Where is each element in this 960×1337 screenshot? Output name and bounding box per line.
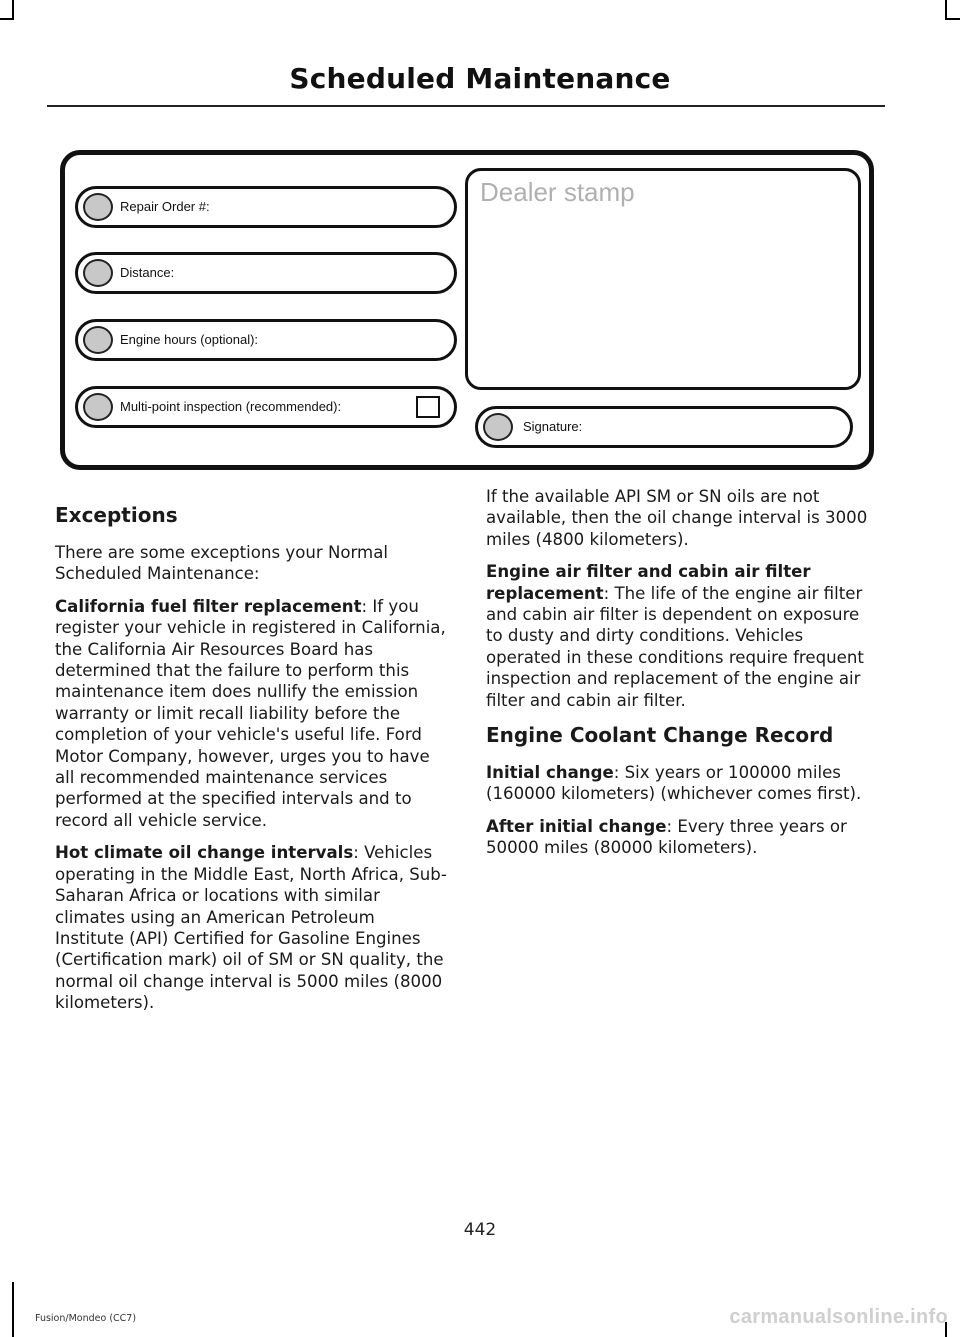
- circle-icon: [83, 393, 113, 421]
- paragraph-text: : Every three years or 50000 miles (80000 kilometers).: [486, 816, 847, 858]
- paragraph-lead: Hot climate oil change intervals: [55, 843, 354, 863]
- inspection-checkbox[interactable]: [416, 396, 440, 418]
- paragraph-text: : If you register your vehicle in registered in California, the California Air Resources Board has determined that the failure to perform this maintenance item does nullify the emission warranty or limit recall liability before the completion of your vehicle's useful life. Ford Motor Company, however, urges you to have all recommended maintenance services performed at the specified intervals and to record all vehicle service.: [55, 596, 446, 830]
- paragraph-text: : The life of the engine air filter and cabin air filter is dependent on exposure to dusty and dirty conditions. Vehicles operated in these conditions require frequent inspection and replacement of the engine air filter and cabin air filter.: [486, 583, 864, 710]
- distance-label: Distance:: [120, 265, 175, 280]
- dealer-stamp-label: Dealer stamp: [480, 177, 635, 207]
- crop-mark: [12, 1282, 14, 1337]
- repair-order-label: Repair Order #:: [120, 199, 210, 214]
- watermark: carmanualsonline.info: [729, 1306, 948, 1328]
- distance-field[interactable]: [75, 252, 457, 294]
- engine-hours-field[interactable]: [75, 319, 457, 361]
- after-initial-change-paragraph: [486, 816, 878, 859]
- california-fuel-filter-paragraph: [55, 596, 447, 831]
- circle-icon: [483, 413, 513, 441]
- right-column: [486, 486, 878, 870]
- paragraph-text: : Six years or 100000 miles (160000 kilometers) (whichever comes first).: [486, 763, 862, 804]
- paragraph-lead: California fuel filter replacement: [55, 596, 362, 616]
- signature-label: Signature:: [523, 419, 583, 434]
- multi-point-inspection-field[interactable]: [75, 386, 457, 428]
- signature-field[interactable]: [475, 406, 853, 448]
- crop-mark: [12, 0, 14, 18]
- crop-mark: [0, 18, 14, 20]
- maintenance-record-form: [60, 150, 874, 470]
- crop-mark: [945, 18, 960, 20]
- initial-change-paragraph: [486, 762, 878, 805]
- title-divider: [47, 105, 885, 107]
- air-filter-paragraph: [486, 561, 878, 711]
- oil-availability-note: If the available API SM or SN oils are not available, then the oil change interval is 3000 miles (4800 kilometers).: [486, 487, 868, 549]
- page-title: Scheduled Maintenance: [289, 62, 671, 95]
- paragraph-lead: After initial change: [486, 816, 667, 836]
- paragraph-lead: Initial change: [486, 763, 614, 783]
- circle-icon: [83, 326, 113, 354]
- crop-mark: [945, 0, 947, 18]
- repair-order-field[interactable]: [75, 186, 457, 228]
- dealer-stamp-box: [465, 168, 861, 390]
- paragraph-text: : Vehicles operating in the Middle East, North Africa, Sub-Saharan Africa or locations with similar climates using an American Petroleum Institute (API) Certified for Gasoline Engines (Certification mark) oil of SM or SN quality, the normal oil change interval is 5000 miles (8000 kilometers).: [55, 843, 447, 1013]
- multi-point-inspection-label: Multi-point inspection (recommended):: [120, 399, 342, 414]
- coolant-change-heading: Engine Coolant Change Record: [486, 723, 834, 748]
- footer-model-label: Fusion/Mondeo (CC7): [35, 1313, 137, 1324]
- page-number: 442: [463, 1220, 497, 1240]
- exceptions-intro: There are some exceptions your Normal Scheduled Maintenance:: [55, 543, 389, 584]
- circle-icon: [83, 259, 113, 287]
- circle-icon: [83, 193, 113, 221]
- left-column: [55, 500, 447, 1025]
- engine-hours-label: Engine hours (optional):: [120, 332, 259, 347]
- paragraph-lead: Engine air filter and cabin air filter replacement: [486, 562, 811, 603]
- hot-climate-oil-paragraph: [55, 842, 447, 1013]
- exceptions-heading: Exceptions: [55, 503, 178, 527]
